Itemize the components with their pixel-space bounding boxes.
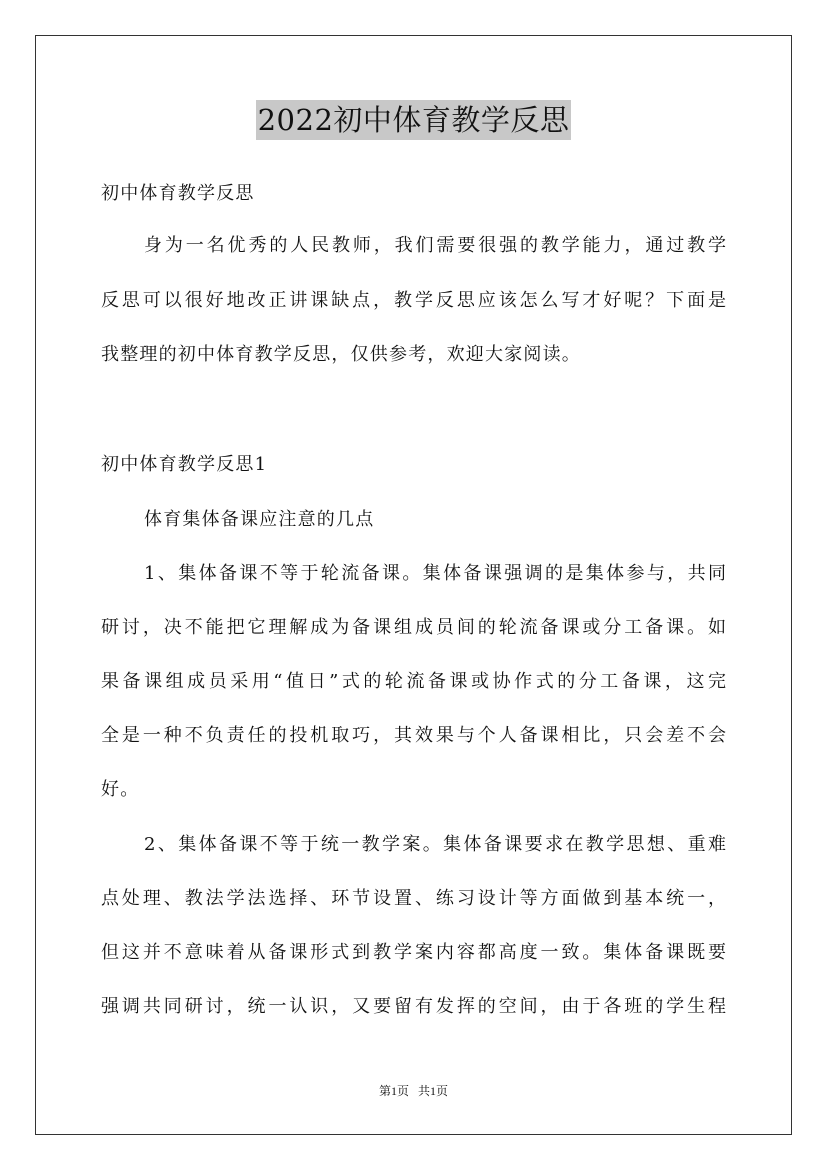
page-footer [0,1083,827,1099]
point1-line-3: 果备课组成员采用“值日”式的轮流备课或协作式的分工备课，这完 [101,671,726,692]
point2-line-3: 但这并不意味着从备课形式到教学案内容都高度一致。集体备课既要 [101,942,726,963]
title-container [0,100,827,140]
document-title: 2022初中体育教学反思 [256,100,572,140]
intro-line-3: 我整理的初中体育教学反思，仅供参考，欢迎大家阅读。 [101,344,581,365]
document-subtitle: 初中体育教学反思 [101,183,255,204]
point2-line-1: 2、集体备课不等于统一教学案。集体备课要求在教学思想、重难 [144,834,726,855]
point1-line-2: 研讨，决不能把它理解成为备课组成员间的轮流备课或分工备课。如 [101,617,726,638]
intro-line-1: 身为一名优秀的人民教师，我们需要很强的教学能力，通过教学 [144,235,726,256]
section-heading: 初中体育教学反思1 [101,454,268,475]
point2-line-4: 强调共同研讨，统一认识，又要留有发挥的空间，由于各班的学生程 [101,996,726,1017]
point1-line-1: 1、集体备课不等于轮流备课。集体备课强调的是集体参与，共同 [144,563,726,584]
page-total: 共1页 [418,1084,449,1098]
page-number: 第1页 [378,1084,409,1098]
point1-line-4: 全是一种不负责任的投机取巧，其效果与个人备课相比，只会差不会 [101,725,726,746]
point1-line-5: 好。 [101,779,140,800]
intro-line-2: 反思可以很好地改正讲课缺点，教学反思应该怎么写才好呢？下面是 [101,290,726,311]
point2-line-2: 点处理、教法学法选择、环节设置、练习设计等方面做到基本统一， [101,888,726,909]
section-subheading: 体育集体备课应注意的几点 [144,509,375,530]
